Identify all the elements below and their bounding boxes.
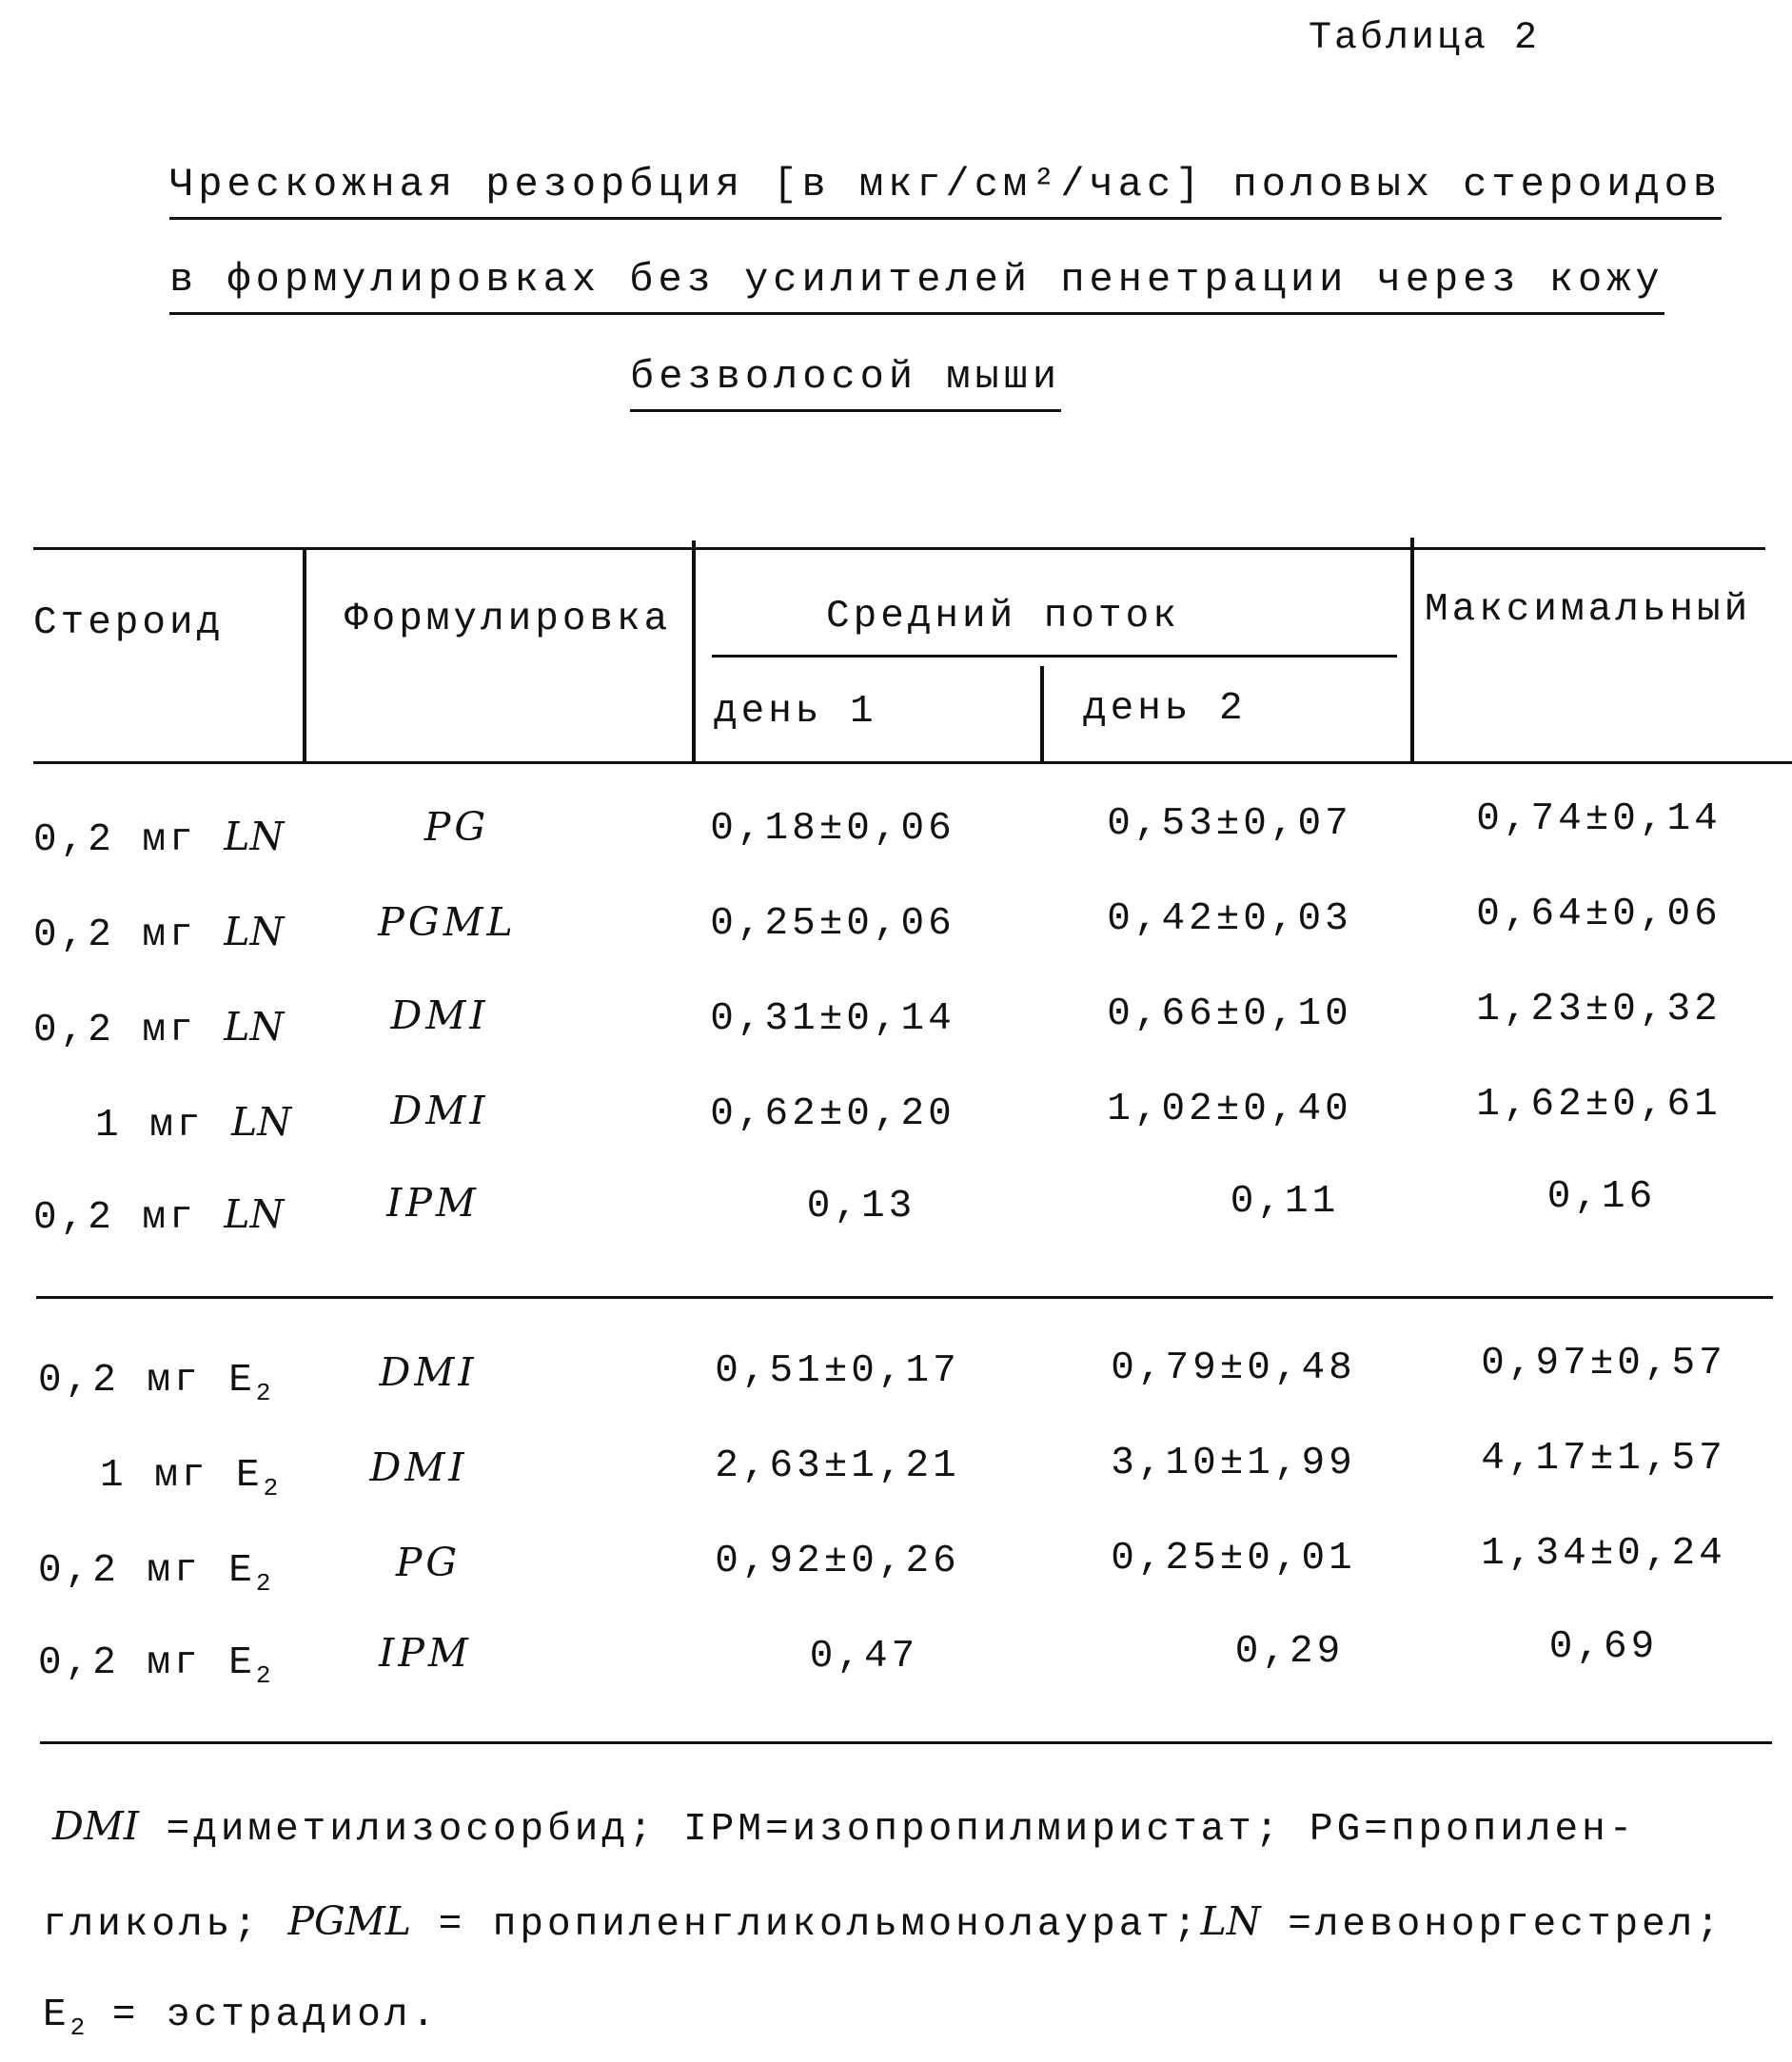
cell-steroid: 0,2 мг $E_2$ [38,1641,271,1690]
cell-day2: 1,02±0,40 [1107,1088,1352,1131]
cell-steroid: 0,2 мг LN [33,1191,285,1240]
cell-formulation: DMI [369,1444,468,1490]
col-sep-2 [692,540,696,761]
cell-steroid: 0,2 мг LN [33,1004,285,1052]
header-mean-flux: Средний поток [826,595,1180,638]
cell-max: 4,17±1,57 [1481,1437,1726,1481]
cell-day1: 0,92±0,26 [715,1540,960,1583]
cell-day2: 0,66±0,10 [1107,992,1352,1036]
cell-day1: 0,13 [806,1185,916,1228]
cell-day2: 0,29 [1234,1630,1345,1674]
cell-max: 1,34±0,24 [1481,1532,1726,1576]
cell-max: 0,16 [1546,1175,1657,1219]
cell-formulation: DMI [390,992,489,1038]
group-separator [36,1296,1773,1299]
cell-day2: 3,10±1,99 [1111,1442,1356,1485]
cell-steroid: 0,2 мг LN [33,909,285,957]
cell-formulation: PGML [378,899,517,945]
legend-line-3: $E_2$ = эстрадиол. [43,1993,440,2042]
title-line-3: безволосой мыши [630,354,1061,412]
cell-formulation: DMI [390,1088,489,1133]
cell-day1: 0,47 [809,1635,919,1679]
title-line-1: Чрескожная резорбция [в мкг/см²/час] половых стероидов [169,162,1722,220]
cell-formulation: PG [395,1540,462,1585]
cell-steroid: 1 мг LN [95,1099,292,1148]
cell-max: 0,64±0,06 [1476,893,1722,936]
col-sep-1 [303,550,306,761]
cell-day2: 0,79±0,48 [1111,1346,1356,1390]
cell-steroid: 0,2 мг $E_2$ [38,1359,271,1407]
cell-steroid: 0,2 мг $E_2$ [38,1549,271,1598]
cell-formulation: DMI [379,1349,478,1395]
title-line-2: в формулировках без усилителей пенетрации через кожу [169,257,1664,315]
cell-day1: 0,31±0,14 [710,997,955,1041]
cell-max: 0,74±0,14 [1476,797,1722,841]
cell-day1: 0,51±0,17 [715,1349,960,1393]
header-max: Максимальный [1425,588,1752,632]
legend-line-2: гликоль; PGML = пропиленгликольмонолаурат;LN =левоноргестрел; [43,1898,1723,1947]
legend-line-1: DMI =диметилизосорбид; IPM=изопропилмиристат; PG=пропилен- [52,1803,1637,1852]
cell-max: 0,69 [1548,1625,1659,1669]
cell-day1: 0,62±0,20 [710,1092,955,1136]
cell-max: 1,23±0,32 [1476,988,1722,1031]
cell-day2: 0,53±0,07 [1107,802,1352,846]
header-day2: день 2 [1083,687,1247,731]
header-day1: день 1 [714,690,877,734]
cell-formulation: IPM [386,1180,480,1226]
cell-day1: 0,25±0,06 [710,902,955,946]
cell-day2: 0,11 [1230,1180,1340,1224]
header-formulation: Формулировка [345,598,672,641]
cell-formulation: PG [423,804,490,850]
header-bottom-border [33,761,1792,764]
cell-day2: 0,25±0,01 [1111,1537,1356,1581]
header-steroid: Стероид [33,601,225,645]
cell-day1: 0,18±0,06 [710,807,955,851]
cell-formulation: IPM [379,1630,472,1676]
col-sep-3 [1040,666,1044,761]
cell-steroid: 0,2 мг LN [33,814,285,862]
cell-day2: 0,42±0,03 [1107,897,1352,941]
table-label: Таблица 2 [1309,17,1541,60]
table-top-border [33,547,1765,550]
cell-max: 0,97±0,57 [1481,1342,1726,1385]
col-sep-4 [1410,538,1414,761]
cell-day1: 2,63±1,21 [715,1444,960,1488]
mean-flux-divider [712,655,1397,658]
table-bottom-border [40,1741,1772,1744]
cell-max: 1,62±0,61 [1476,1083,1722,1127]
cell-steroid: 1 мг $E_2$ [100,1454,279,1502]
